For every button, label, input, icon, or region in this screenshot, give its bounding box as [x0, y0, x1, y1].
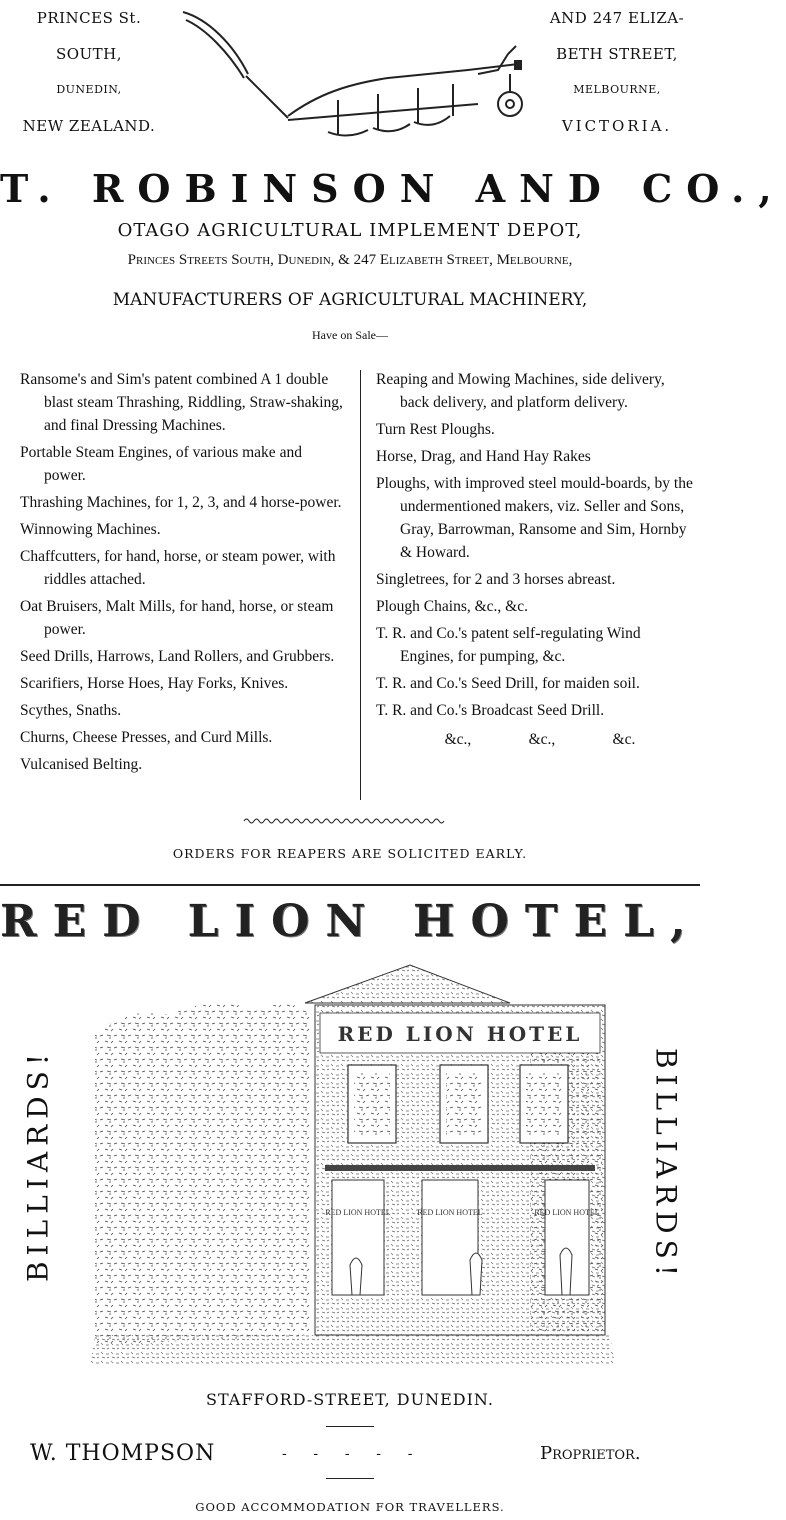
door-sign-1: RED LION HOTEL: [325, 1208, 391, 1217]
etc-text: &c.,: [528, 731, 556, 748]
list-item: Thrashing Machines, for 1, 2, 3, and 4 horse-power.: [20, 494, 342, 511]
section-divider: [0, 884, 700, 886]
list-item: Ransome's and Sim's patent combined A 1 double blast steam Thrashing, Riddling, Straw-shaking, and final Dressing Machines.: [20, 371, 343, 434]
list-item: Plough Chains, &c., &c.: [376, 598, 528, 615]
left-address-line: DUNEDIN,: [56, 83, 122, 96]
short-rule-bottom: [326, 1478, 374, 1479]
list-item: T. R. and Co.'s patent self-regulating Wind Engines, for pumping, &c.: [376, 625, 641, 665]
list-item: T. R. and Co.'s Broadcast Seed Drill.: [376, 702, 605, 719]
list-item: Reaping and Mowing Machines, side delivery, back delivery, and platform delivery.: [376, 371, 665, 411]
list-item: Vulcanised Belting.: [20, 756, 143, 773]
list-item: Ploughs, with improved steel mould-boards, by the undermentioned makers, viz. Seller and Sons, Gray, Barrowman, Ransome and Sim, Hornby & Howard.: [376, 475, 693, 561]
left-billiards: [8, 1040, 68, 1290]
right-address-line: MELBOURNE,: [573, 83, 661, 96]
left-address: [0, 0, 178, 144]
right-product-list: [376, 368, 694, 751]
plough-illustration: [178, 4, 534, 144]
left-address-line: SOUTH,: [55, 45, 123, 63]
list-item: Turn Rest Ploughs.: [376, 421, 495, 438]
hotel-address: STAFFORD-STREET, DUNEDIN.: [206, 1390, 494, 1409]
list-item: Scythes, Snaths.: [20, 702, 122, 719]
list-item: T. R. and Co.'s Seed Drill, for maiden soil.: [376, 675, 640, 692]
right-address-line: VICTORIA.: [561, 117, 673, 135]
list-item: Seed Drills, Harrows, Land Rollers, and Grubbers.: [20, 648, 335, 665]
right-billiards: [636, 1040, 696, 1290]
depot-subtitle: OTAGO AGRICULTURAL IMPLEMENT DEPOT,: [117, 220, 583, 241]
left-address-line: NEW ZEALAND.: [22, 117, 156, 135]
list-item: Chaffcutters, for hand, horse, or steam power, with riddles attached.: [20, 548, 336, 588]
left-billiards-text: BILLIARDS!: [21, 1047, 55, 1283]
door-sign-2: RED LION HOTEL: [417, 1208, 483, 1217]
owner-dashes: - - - - -: [282, 1446, 413, 1462]
wavy-divider: [244, 816, 444, 826]
list-item: Churns, Cheese Presses, and Curd Mills.: [20, 729, 273, 746]
list-item: Scarifiers, Horse Hoes, Hay Forks, Knives.: [20, 675, 289, 692]
short-rule-top: [326, 1426, 374, 1427]
left-address-line: PRINCES St.: [36, 9, 142, 27]
etc-text: &c.,: [444, 731, 472, 748]
hotel-engraving: [90, 955, 620, 1375]
footer-note: GOOD ACCOMMODATION FOR TRAVELLERS.: [195, 1500, 505, 1514]
etc-text: &c.: [612, 731, 636, 748]
hotel-title: RED LION HOTEL,: [0, 896, 702, 947]
etc-line: [376, 726, 694, 751]
owner-role: Proprietor.: [540, 1443, 641, 1464]
owner-name: W. THOMPSON: [30, 1441, 216, 1466]
manufacturers-line: MANUFACTURERS OF AGRICULTURAL MACHINERY,: [112, 290, 588, 310]
door-sign-3: RED LION HOTEL: [534, 1208, 600, 1217]
hotel-sign: RED LION HOTEL: [337, 1022, 583, 1046]
on-sale-label: Have on Sale—: [312, 328, 388, 342]
list-item: Oat Bruisers, Malt Mills, for hand, horse, or steam power.: [20, 598, 334, 638]
right-address-line: BETH STREET,: [556, 45, 678, 63]
right-billiards-text: BILLIARDS!: [649, 1047, 683, 1283]
company-title: T. ROBINSON AND CO.,: [0, 166, 786, 211]
orders-note: ORDERS FOR REAPERS ARE SOLICITED EARLY.: [172, 846, 528, 861]
list-item: Horse, Drag, and Hand Hay Rakes: [376, 448, 591, 465]
right-address-line: AND 247 ELIZA-: [549, 9, 685, 27]
column-divider: [360, 370, 361, 800]
addresses-line: Princes Streets South, Dunedin, & 247 Elizabeth Street, Melbourne,: [127, 252, 573, 268]
left-product-list: [20, 368, 346, 780]
right-address: [534, 0, 700, 144]
list-item: Portable Steam Engines, of various make and power.: [20, 444, 302, 484]
list-item: Winnowing Machines.: [20, 521, 161, 538]
list-item: Singletrees, for 2 and 3 horses abreast.: [376, 571, 616, 588]
